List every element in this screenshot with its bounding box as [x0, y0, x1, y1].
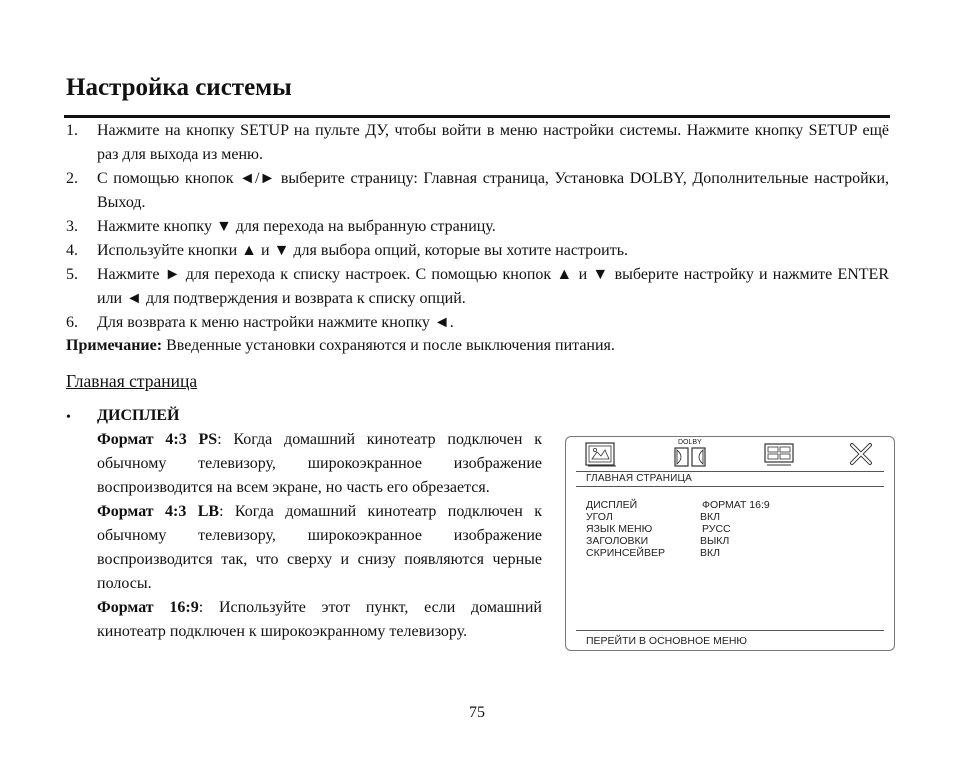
format-text: : Когда домашний кинотеатр подключен к обычному телевизору, широкоэкранное изображение воспроизводится так, что сверху и снизу появляются черные полосы. [97, 503, 543, 592]
step-item [66, 311, 889, 335]
menu-divider [576, 630, 884, 631]
menu-option-value: ВЫКЛ [700, 535, 730, 547]
step-item [66, 263, 889, 311]
section-heading: Главная страница [66, 371, 198, 391]
format-paragraph [97, 428, 542, 500]
general-page-icon [584, 441, 618, 470]
note [66, 334, 615, 358]
format-text: : Когда домашний кинотеатр подключен к обычному телевизору, широкоэкранное изображение воспроизводится на всем экране, но часть его обрезается. [97, 431, 543, 496]
menu-option-name: СКРИНСЕЙВЕР [586, 547, 665, 559]
menu-option-value: ВКЛ [700, 511, 721, 523]
page-title: Настройка системы [66, 74, 292, 101]
format-label: Формат 4:3 LB [97, 503, 220, 520]
menu-option-value: ФОРМАТ 16:9 [702, 499, 770, 511]
menu-option-name: ДИСПЛЕЙ [586, 499, 638, 511]
menu-icon-bar [566, 437, 894, 471]
format-descriptions [97, 428, 542, 644]
preferences-icon [762, 441, 796, 470]
menu-option-value: ВКЛ [700, 547, 721, 559]
menu-option-name: ЗАГОЛОВКИ [586, 535, 649, 547]
step-number: 3. [66, 218, 78, 235]
note-text: Введенные установки сохраняются и после выключения питания. [162, 337, 615, 354]
step-text: Нажмите на кнопку SETUP на пульте ДУ, чтобы войти в меню настройки системы. Нажмите кнопку SETUP ещё раз для выхода из меню. [97, 122, 889, 163]
exit-icon [848, 441, 874, 470]
menu-option-name: ЯЗЫК МЕНЮ [586, 523, 653, 535]
menu-option-name: УГОЛ [586, 511, 613, 523]
bullet-icon: • [66, 410, 71, 425]
step-item [66, 215, 889, 239]
format-paragraph [97, 596, 542, 644]
step-number: 2. [66, 170, 78, 187]
title-rule [64, 115, 890, 118]
dolby-label: DOLBY [678, 439, 702, 446]
format-paragraph [97, 500, 542, 596]
step-text: Нажмите кнопку ▼ для перехода на выбранную страницу. [97, 218, 496, 235]
step-item [66, 167, 889, 215]
step-number: 6. [66, 314, 78, 331]
step-number: 5. [66, 266, 78, 283]
format-text: : Используйте этот пункт, если домашний кинотеатр подключен к широкоэкранному телевизору. [97, 599, 542, 640]
step-text: Для возврата к меню настройки нажмите кнопку ◄. [97, 314, 454, 331]
page-number: 75 [469, 704, 485, 721]
note-label: Примечание: [66, 337, 163, 354]
step-item [66, 119, 889, 167]
step-number: 1. [66, 122, 78, 139]
menu-option-value: РУСС [702, 523, 731, 535]
menu-page-label: ГЛАВНАЯ СТРАНИЦА [586, 473, 692, 484]
format-label: Формат 4:3 PS [97, 431, 218, 448]
menu-divider [576, 486, 884, 487]
step-text: Используйте кнопки ▲ и ▼ для выбора опций, которые вы хотите настроить. [97, 242, 628, 259]
step-number: 4. [66, 242, 78, 259]
bullet-title: ДИСПЛЕЙ [97, 407, 180, 424]
setup-menu-illustration [565, 436, 895, 651]
menu-footer-label: ПЕРЕЙТИ В ОСНОВНОЕ МЕНЮ [586, 635, 748, 647]
steps-list [66, 119, 889, 335]
step-text: Нажмите ► для перехода к списку настроек. С помощью кнопок ▲ и ▼ выберите настройку и нажмите ENTER или ◄ для подтверждения и возврата к списку опций. [97, 266, 889, 307]
step-text: С помощью кнопок ◄/► выберите страницу: Главная страница, Установка DOLBY, Дополнительные настройки, Выход. [97, 170, 889, 211]
menu-divider [576, 471, 884, 472]
format-label: Формат 16:9 [97, 599, 199, 616]
step-item [66, 239, 889, 263]
